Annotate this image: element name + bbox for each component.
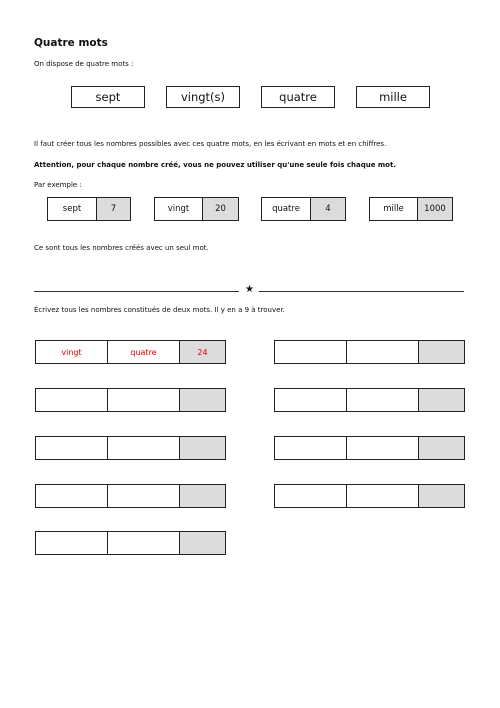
answer-number[interactable]: [180, 485, 225, 507]
answer-row: [35, 436, 226, 460]
separator-line-right: [259, 291, 464, 292]
example-number: 4: [310, 198, 345, 220]
answer-row: [274, 388, 465, 412]
instruction-text: Il faut créer tous les nombres possibles avec ces quatre mots, en les écrivant en mots et en chiffres.: [34, 140, 387, 148]
example-number: 20: [202, 198, 238, 220]
answer-row: [35, 340, 226, 364]
answer-number[interactable]: [180, 437, 225, 459]
answer-word-1[interactable]: [275, 389, 347, 411]
answer-number[interactable]: [419, 341, 464, 363]
answer-word-1[interactable]: [36, 389, 108, 411]
answer-row: [274, 340, 465, 364]
answer-number[interactable]: [419, 485, 464, 507]
answer-word-2[interactable]: [108, 485, 180, 507]
answer-number[interactable]: 24: [180, 341, 225, 363]
answer-number[interactable]: [419, 437, 464, 459]
answer-word-1[interactable]: [275, 437, 347, 459]
intro-text: On dispose de quatre mots :: [34, 60, 134, 68]
answer-word-1[interactable]: [36, 485, 108, 507]
example-pair-mille: [369, 197, 453, 221]
answer-word-2[interactable]: [108, 437, 180, 459]
example-word: mille: [370, 198, 417, 220]
example-number: 7: [96, 198, 130, 220]
answer-word-1[interactable]: [36, 437, 108, 459]
word-box-mille: mille: [356, 86, 430, 108]
answer-word-1[interactable]: [275, 485, 347, 507]
answer-row: [35, 484, 226, 508]
answer-row: [35, 531, 226, 555]
single-word-note: Ce sont tous les nombres créés avec un seul mot.: [34, 244, 209, 252]
answer-word-2[interactable]: quatre: [108, 341, 180, 363]
example-word: quatre: [262, 198, 310, 220]
answer-row: [274, 484, 465, 508]
page-title: Quatre mots: [34, 37, 108, 49]
example-word: vingt: [155, 198, 202, 220]
answer-number[interactable]: [180, 532, 225, 554]
example-word: sept: [48, 198, 96, 220]
answer-word-2[interactable]: [347, 341, 419, 363]
example-pair-quatre: [261, 197, 346, 221]
separator-line-left: [34, 291, 239, 292]
task-text: Écrivez tous les nombres constitués de deux mots. Il y en a 9 à trouver.: [34, 306, 285, 314]
example-pair-sept: [47, 197, 131, 221]
warning-text: Attention, pour chaque nombre créé, vous ne pouvez utiliser qu'une seule fois chaque mot.: [34, 161, 396, 169]
answer-word-1[interactable]: [36, 532, 108, 554]
answer-number[interactable]: [180, 389, 225, 411]
answer-word-1[interactable]: vingt: [36, 341, 108, 363]
word-box-sept: sept: [71, 86, 145, 108]
star-icon: ★: [245, 284, 254, 295]
answer-word-2[interactable]: [347, 389, 419, 411]
example-number: 1000: [417, 198, 452, 220]
answer-word-1[interactable]: [275, 341, 347, 363]
answer-number[interactable]: [419, 389, 464, 411]
word-box-vingts: vingt(s): [166, 86, 240, 108]
answer-word-2[interactable]: [347, 437, 419, 459]
word-box-quatre: quatre: [261, 86, 335, 108]
answer-row: [35, 388, 226, 412]
example-label: Par exemple :: [34, 181, 82, 189]
answer-word-2[interactable]: [108, 532, 180, 554]
answer-row: [274, 436, 465, 460]
example-pair-vingt: [154, 197, 239, 221]
answer-word-2[interactable]: [347, 485, 419, 507]
answer-word-2[interactable]: [108, 389, 180, 411]
